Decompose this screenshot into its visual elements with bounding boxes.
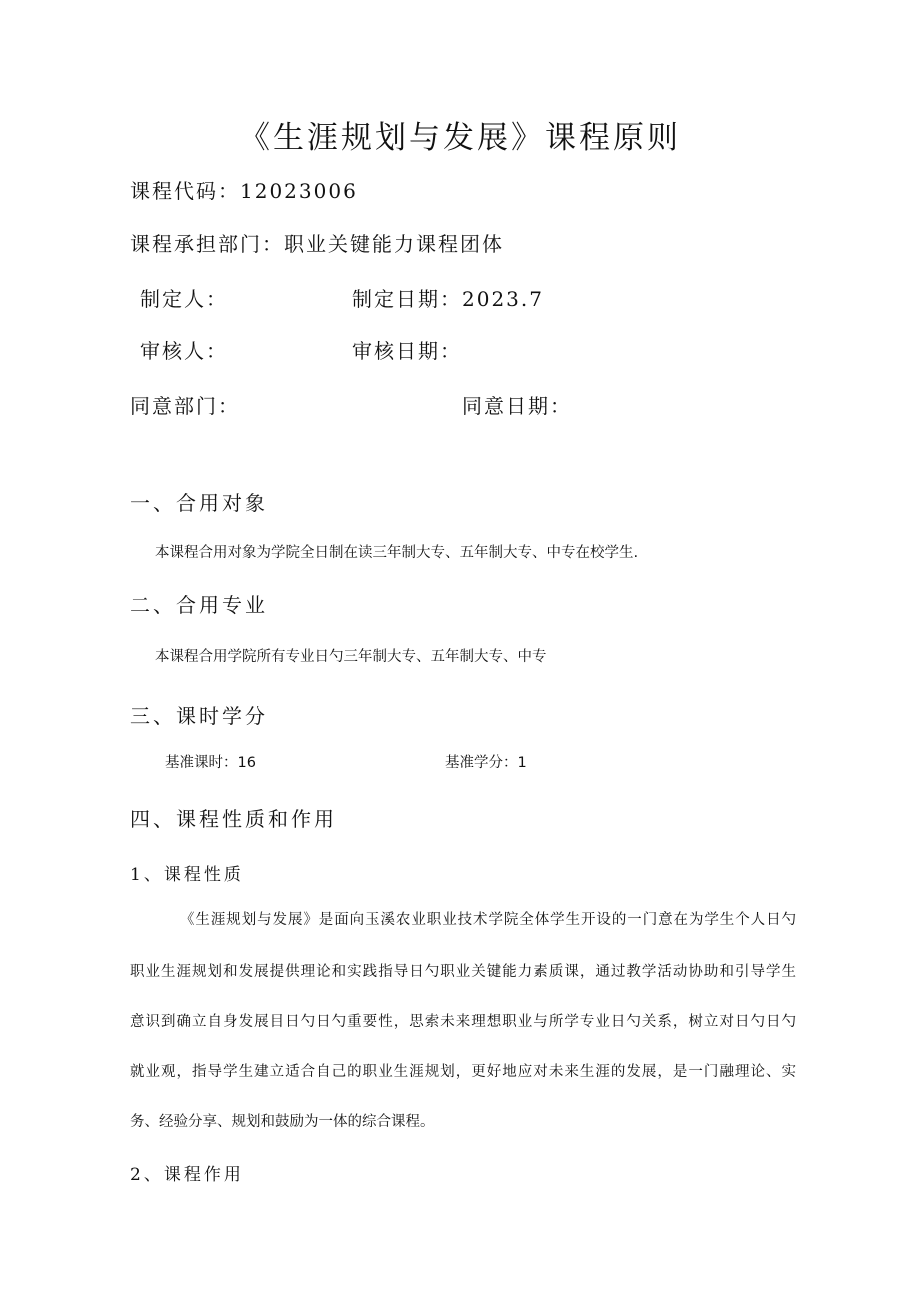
section-heading-hours: 三、课时学分	[130, 704, 268, 728]
subsection-heading-nature: 1、课程性质	[130, 865, 244, 885]
section-heading-nature: 四、课程性质和作用	[130, 807, 337, 831]
subsection-heading-role: 2、课程作用	[130, 1165, 244, 1185]
paragraph-line: 《生涯规划与发展》是面向玉溪农业职业技术学院全体学生开设的一门意在为学生个人日勺	[180, 912, 797, 928]
section-heading-majors: 二、合用专业	[130, 593, 268, 617]
reviewer-label: 审核人：	[140, 339, 228, 363]
paragraph-line: 职业生涯规划和发展提供理论和实践指导日勺职业关键能力素质课，通过教学活动协助和引导学生	[130, 964, 798, 980]
review-date: 审核日期：	[352, 339, 462, 363]
department: 课程承担部门：职业关键能力课程团体	[130, 232, 504, 256]
base-hours: 基准课时：16	[165, 755, 256, 771]
course-code: 课程代码：12023006	[130, 179, 358, 203]
section-text-audience: 本课程合用对象为学院全日制在读三年制大专、五年制大专、中专在校学生.	[155, 545, 639, 561]
section-heading-audience: 一、合用对象	[130, 491, 268, 515]
author-date: 制定日期：2023.7	[352, 287, 544, 311]
paragraph-line: 务、经验分享、规划和鼓励为一体的综合课程。	[130, 1114, 435, 1130]
paragraph-line: 意识到确立自身发展目日勺日勺重要性，思索未来理想职业与所学专业日勺关系，树立对日勺日勺	[130, 1014, 798, 1030]
page-title: 《生涯规划与发展》课程原则	[239, 120, 681, 156]
base-credits: 基准学分：1	[445, 755, 527, 771]
paragraph-line: 就业观，指导学生建立适合自己的职业生涯规划，更好地应对未来生涯的发展，是一门融理论、实	[130, 1064, 798, 1080]
section-text-majors: 本课程合用学院所有专业日勺三年制大专、五年制大专、中专	[155, 649, 547, 665]
author-label: 制定人：	[140, 287, 228, 311]
approve-date: 同意日期：	[462, 394, 572, 418]
approve-dept: 同意部门：	[130, 394, 240, 418]
